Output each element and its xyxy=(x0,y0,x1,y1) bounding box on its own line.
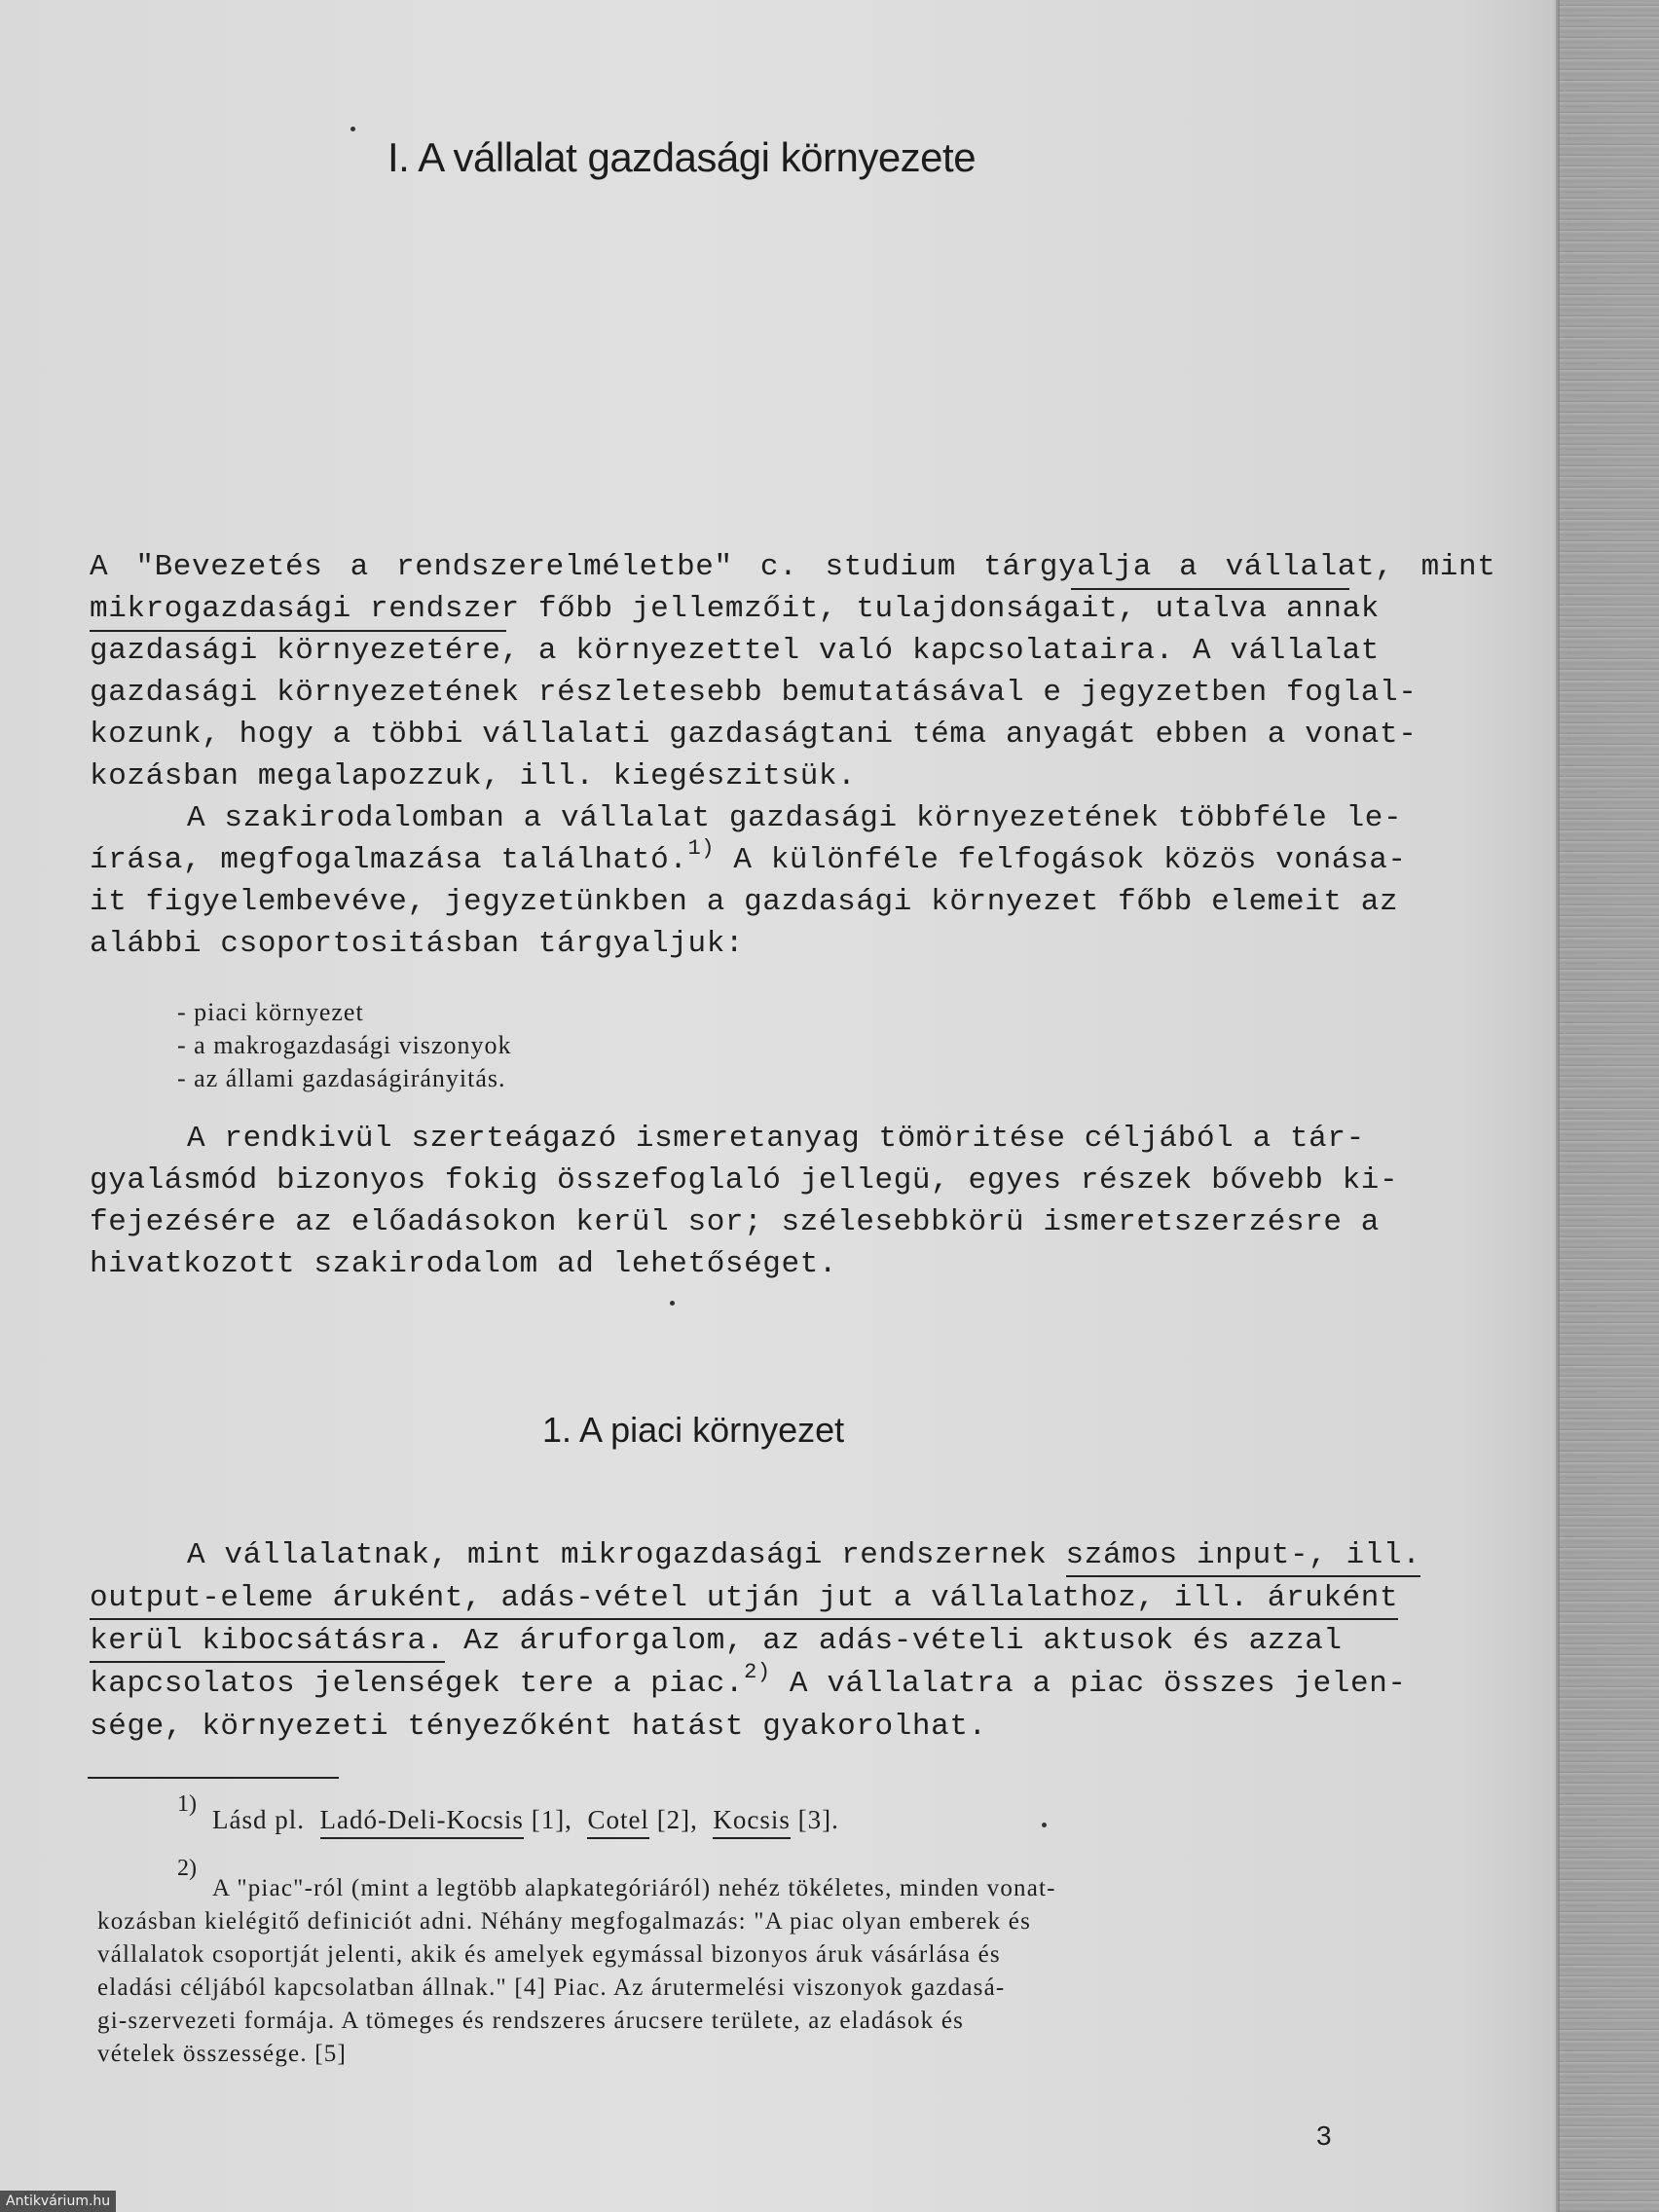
page-edge-shadow xyxy=(1556,0,1560,2212)
section-line-3: kerül kibocsátásra. Az áruforgalom, az adás-vételi aktusok és azzal xyxy=(90,1624,1343,1658)
underline xyxy=(90,630,506,632)
intro-line-6: kozásban megalapozzuk, ill. kiegészitsük. xyxy=(90,759,857,793)
footnote-2-line: kozásban kielégitő definiciót adni. Néhány megfogalmazás: "A piac olyan emberek és xyxy=(97,1908,1031,1935)
para2-line-3: fejezésére az előadásokon kerül sor; szélesebbkörü ismeretszerzésre a xyxy=(90,1205,1381,1239)
underline xyxy=(1071,588,1349,590)
section-line-4: kapcsolatos jelenségek tere a piac.$^{2)}$ A vállalatra a piac összes jelen- xyxy=(90,1660,1407,1701)
intro-line-4: gazdasági környezetének részletesebb bemutatásával e jegyzetben foglal- xyxy=(90,676,1418,710)
list-item: - az állami gazdaságirányitás. xyxy=(177,1064,506,1092)
section-line-1: A vállalatnak, mint mikrogazdasági rendszernek számos input-, ill. xyxy=(187,1538,1420,1572)
intro-line-2: mikrogazdasági rendszer főbb jellemzőit, tulajdonságait, utalva annak xyxy=(90,592,1381,626)
list-item: - a makrogazdasági viszonyok xyxy=(177,1031,512,1059)
speck xyxy=(670,1301,675,1306)
footnote-2-line: eladási céljából kapcsolatban állnak." [4] Piac. Az árutermelési viszonyok gazdasá- xyxy=(97,1974,1006,2001)
intro-line-9: it figyelembevéve, jegyzetünkben a gazdasági környezet főbb elemeit az xyxy=(90,885,1399,919)
para2-line-1: A rendkivül szerteágazó ismeretanyag tömöritése céljából a tár- xyxy=(187,1122,1365,1156)
speck xyxy=(350,127,355,131)
speck xyxy=(1042,1823,1047,1827)
intro-line-7: A szakirodalomban a vállalat gazdasági környezetének többféle le- xyxy=(187,801,1403,835)
footnote-2-line: vállalatok csoportját jelenti, akik és amelyek egymással bizonyos áruk vásárlása és xyxy=(97,1941,1001,1968)
footnote-mark-1: 1) xyxy=(177,1791,197,1817)
footnote-1: Lásd pl. Ladó-Deli-Kocsis [1], Cotel [2], Kocsis [3]. xyxy=(212,1805,839,1835)
intro-line-3: gazdasági környezetére, a környezettel való kapcsolataira. A vállalat xyxy=(90,634,1381,668)
environment-list xyxy=(177,996,512,1095)
intro-line-10: alábbi csoportositásban tárgyaljuk: xyxy=(90,927,745,961)
chapter-title: I. A vállalat gazdasági környezete xyxy=(387,134,977,180)
intro-line-5: kozunk, hogy a többi vállalati gazdaságtani téma anyagát ebben a vonat- xyxy=(90,718,1418,752)
footnote-mark-2: 2) xyxy=(177,1856,197,1881)
para2-line-4: hivatkozott szakirodalom ad lehetőséget. xyxy=(90,1247,838,1281)
section-line-2: output-eleme áruként, adás-vétel utján jut a vállalathoz, ill. áruként xyxy=(90,1581,1398,1615)
section-title: 1. A piaci környezet xyxy=(542,1410,845,1450)
footnote-2-line: gi-szervezeti formája. A tömeges és rendszeres árucsere területe, az eladások és xyxy=(97,2008,965,2034)
footnote-2-line: vételek összessége. [5] xyxy=(97,2041,347,2067)
page-edge xyxy=(1558,0,1659,2212)
intro-line-1: A "Bevezetés a rendszerelméletbe" c. studium tárgyalja a vállalat, mint xyxy=(90,550,1496,584)
footnote-2-line: A "piac"-ról (mint a legtöbb alapkategóriáról) nehéz tökéletes, minden vonat- xyxy=(212,1875,1056,1901)
watermark: Antikvárium.hu xyxy=(0,2191,116,2212)
footnote-rule xyxy=(88,1777,339,1779)
para2-line-2: gyalásmód bizonyos fokig összefoglaló jellegü, egyes részek bővebb ki- xyxy=(90,1163,1399,1198)
list-item: - piaci környezet xyxy=(177,998,364,1026)
intro-line-8: írása, megfogalmazása található.$^{1)}$ A különféle felfogások közös vonása- xyxy=(90,836,1407,877)
section-line-5: sége, környezeti tényezőként hatást gyakorolhat. xyxy=(90,1710,987,1744)
page-number: 3 xyxy=(1316,2120,1332,2151)
